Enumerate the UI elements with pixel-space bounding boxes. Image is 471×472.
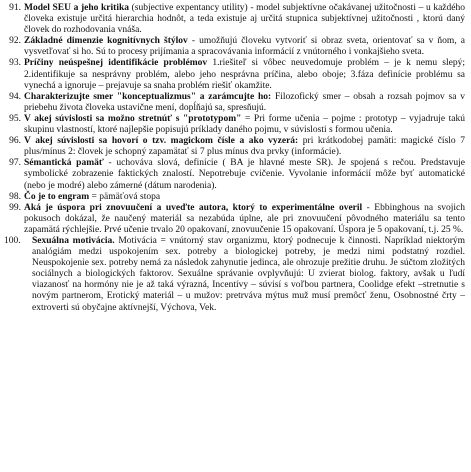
item-number: 97. bbox=[9, 158, 21, 169]
list-item bbox=[2, 92, 465, 114]
item-number: 95. bbox=[9, 113, 21, 124]
item-body bbox=[24, 203, 465, 236]
list-item bbox=[2, 36, 465, 58]
item-title: Aká je úspora pri znovuučení a uveďte autora, ktorý to experimentálne overil bbox=[24, 202, 363, 213]
item-text: = Pri forme učenia – pojme : prototyp – vyjadruje takú skupinu vlastností, ktoré najlepšie popisujú príklady daného pojmu, v súvislosti s formou učenia. bbox=[24, 113, 465, 136]
item-title: Základné dimenzie kognitívnych štýlov bbox=[24, 36, 188, 47]
item-title: Príčiny neúspešnej identifikácie problémov bbox=[24, 58, 208, 69]
item-body bbox=[24, 58, 465, 91]
item-text: - Ebbinghous na svojich pokusoch dokázal, že naučený materiál sa nezabúda úplne, ale pri znovuučení pôvodného materiálu sa tento zapamätá rýchlejšie. Prvé učenie trvalo 20 opakovaní, znovuučenie 15 opakovaní. Úspora je 5 opakovaní, t.j. 25 %. bbox=[24, 202, 466, 235]
item-text: - uchováva slová, definície ( BA je hlavné meste SR). Je spojená s rečou. Predstavuje symbolické zobrazenie faktických znalostí. Nepotrebuje cvičenie. Vyvolanie informácií môže byť automatické (nebo je modré) alebo zámerné (dátum narodenia). bbox=[24, 158, 465, 191]
item-number: 94. bbox=[9, 91, 21, 102]
item-title: Model SEU a jeho kritika bbox=[24, 3, 129, 13]
item-body bbox=[24, 92, 465, 114]
list-item bbox=[2, 114, 465, 136]
item-title: V akej súvislosti sa možno stretnúť s "prototypom" bbox=[24, 113, 242, 124]
list-item bbox=[2, 3, 465, 36]
item-number: 91. bbox=[9, 3, 21, 13]
item-text: - umožňujú človeku vytvoriť si obraz sveta, orientovať sa v ňom, a vysvetľovať si ho. Sú to procesy prijímania a spracovávania informácií z vnútorného i vonkajšieho sveta. bbox=[24, 36, 466, 58]
item-number: 92. bbox=[9, 36, 21, 47]
item-text: 1.riešiteľ si vôbec neuvedomuje problém – je k nemu slepý; 2.identifikuje sa nesprávny problém, alebo jeho nesprávna príčina, alebo oboje; 3.fáza definície problému sa vynechá a ignoruje – prejavuje sa snaha problém riešiť okamžite. bbox=[24, 58, 465, 91]
item-title: Čo je to engram bbox=[24, 191, 90, 202]
item-body bbox=[24, 192, 465, 203]
item-text: Filozofický smer – obsah a rozsah pojmov sa v priebehu života človeka ustavične mení, dopĺňajú sa, spresňujú. bbox=[24, 91, 465, 113]
item-title: V akej súvislosti sa hovorí o tzv. magickom čísle a ako vyzerá: bbox=[24, 136, 299, 147]
list-item bbox=[2, 203, 465, 236]
item-title: Sexuálna motivácia. bbox=[32, 235, 115, 246]
item-body bbox=[24, 158, 465, 191]
item-title: Sémantická pamäť bbox=[24, 158, 104, 169]
item-text: (subjective expentancy utility) - model subjektívne očakávanej užitočnosti – u každého človeka existuje určitá hierarchia hodnôt, a teda existuje aj určitá stupnica subjektívnej užitočnosti , ktorú daný človek do rozhodovania vnáša. bbox=[24, 3, 465, 36]
item-text: pri krátkodobej pamäti: magické číslo 7 plus/mínus 2: človek je schopný zapamätať si 7 plus mínus dva prvky (informácie). bbox=[24, 136, 465, 158]
item-body bbox=[24, 3, 465, 36]
item-body bbox=[24, 36, 465, 58]
item-number: 99. bbox=[9, 202, 21, 213]
item-number: 100. bbox=[4, 235, 21, 246]
item-number: 96. bbox=[9, 136, 21, 147]
item-title: Charakterizujte smer "konceptualizmus" a zarámcujte ho: bbox=[24, 91, 272, 102]
list-item bbox=[2, 192, 465, 203]
list-item bbox=[2, 236, 465, 314]
item-body bbox=[24, 136, 465, 158]
list-item bbox=[2, 136, 465, 158]
item-number: 93. bbox=[9, 58, 21, 69]
list-item bbox=[2, 58, 465, 91]
item-text: = pämäťová stopa bbox=[89, 191, 161, 202]
list-item bbox=[2, 158, 465, 191]
item-number: 98. bbox=[9, 191, 21, 202]
item-body bbox=[32, 236, 465, 314]
item-body bbox=[24, 114, 465, 136]
item-text: Motivácia = vnútorný stav organizmu, ktorý podnecuje k činnosti. Napríklad niektorým analógiám medzi uspokojením sex. potreby a biologickej potreby, je medzi nimi podstatný rozdiel. Neuspokojenie sex. potreby nemá za následok zahynutie jedinca, ale ohrozuje prežitie druhu. Je súčtom zložitých sociálnych a biologických faktorov. Sexuálne správanie ovplyvňujú: U zvierat biolog. faktory, avšak u ľudí viazanosť na hormóny nie je až taká výrazná, Incentívy – súvisí s voľbou partnera, Coolidge efekt –stretnutie s novým partnerom, Erotický materiál – u mužov: pretrváva mýtus muž musí premôcť ženu, Osobnostné črty – extroverti sú obyčajne aktívnejší, Výchova, Vek. bbox=[32, 235, 465, 313]
